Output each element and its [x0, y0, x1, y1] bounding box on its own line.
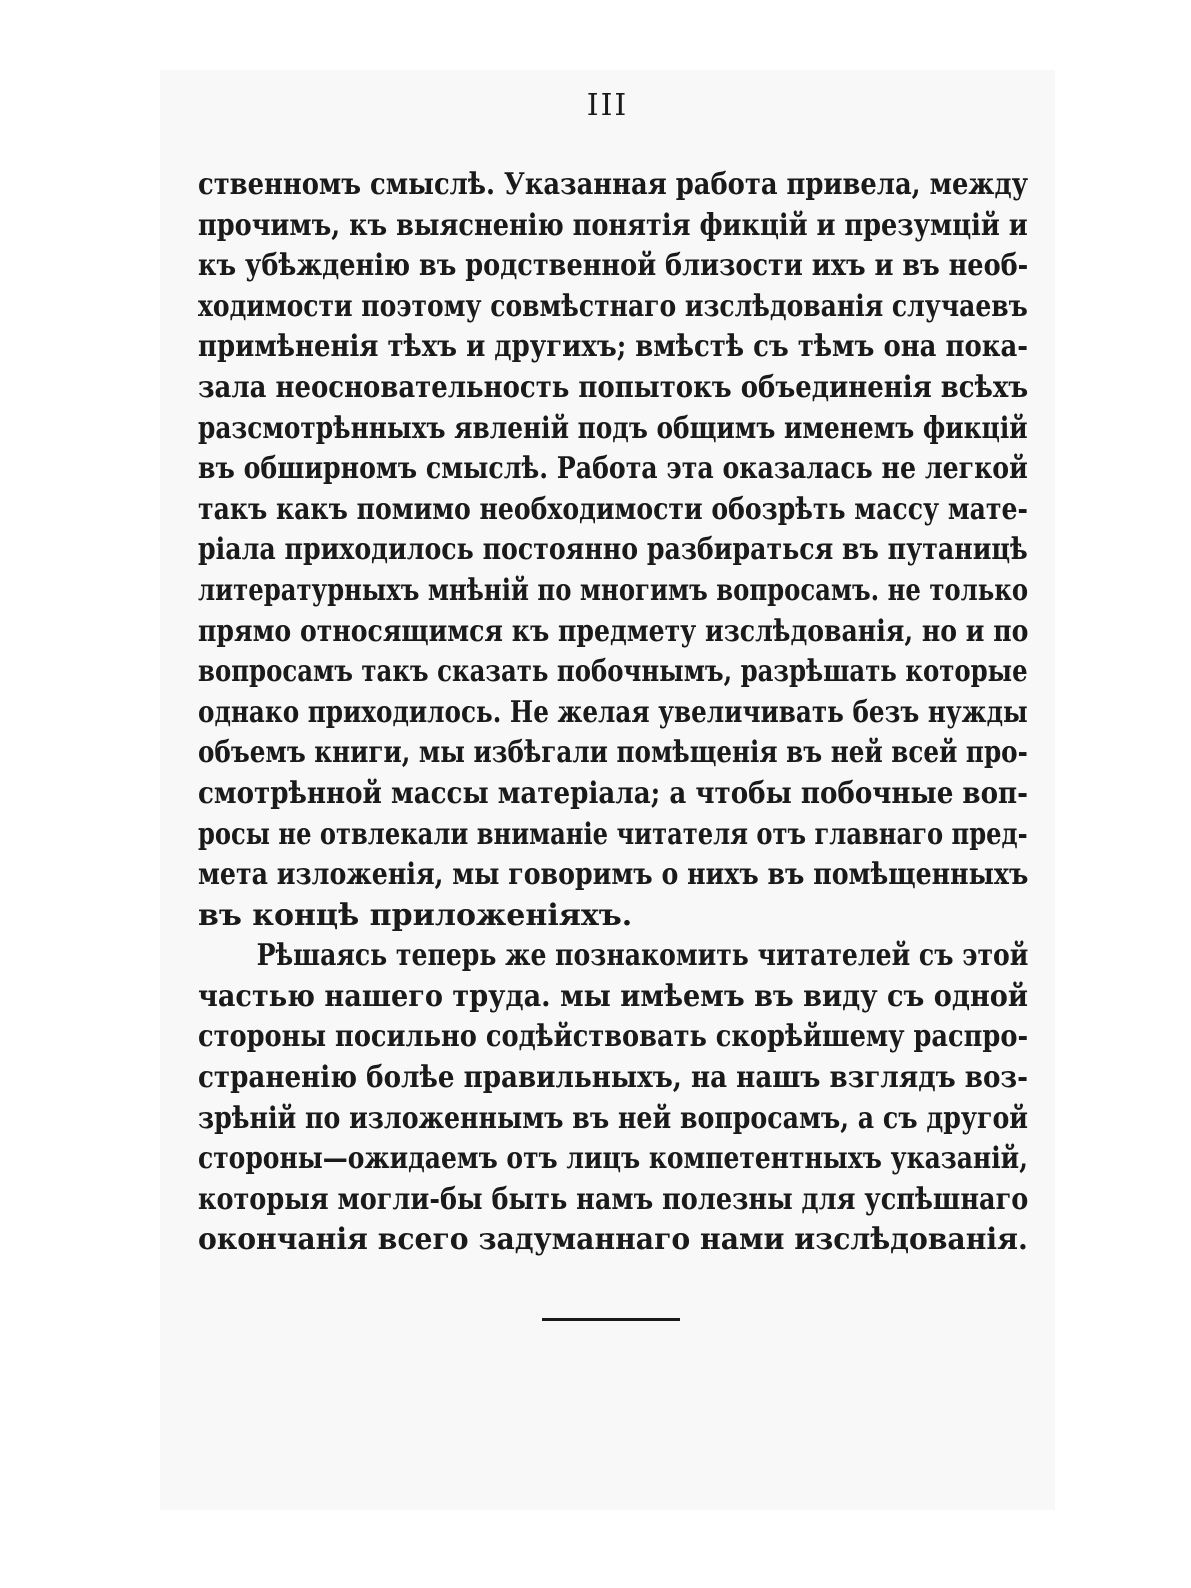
text-line: Рѣшаясь теперь же познакомить читателей съ этой — [256, 938, 1029, 974]
end-rule — [542, 1318, 680, 1321]
text-line: страненію болѣе правильныхъ, на нашъ взглядъ воз- — [198, 1060, 1028, 1096]
text-line: къ убѣжденію въ родственной близости ихъ и въ необ- — [198, 248, 1029, 284]
text-line: частью нашего труда. мы имѣемъ въ виду съ одной — [198, 978, 1029, 1014]
text-line: литературныхъ мнѣній по многимъ вопросамъ. не только — [198, 572, 1029, 608]
book-page — [160, 70, 1055, 1510]
text-line: однако приходилось. Не желая увеличивать безъ нужды — [198, 694, 1028, 730]
page-number: III — [586, 88, 629, 123]
text-line: примѣненія тѣхъ и другихъ; вмѣстѣ съ тѣмъ она пока- — [198, 329, 1029, 365]
text-line: объемъ книги, мы избѣгали помѣщенія въ ней всей про- — [198, 735, 1028, 771]
text-line: такъ какъ помимо необходимости обозрѣть массу мате- — [198, 491, 1028, 527]
text-line: зрѣній по изложеннымъ въ ней вопросамъ, а съ другой — [198, 1100, 1029, 1136]
text-line: вопросамъ такъ сказать побочнымъ, разрѣшать которые — [198, 654, 1028, 690]
text-line: смотрѣнной массы матеріала; а чтобы побочные воп- — [198, 775, 1028, 811]
text-line: разсмотрѣнныхъ явленій подъ общимъ именемъ фикцій — [198, 410, 1028, 446]
text-line: въ обширномъ смыслѣ. Работа эта оказалась не легкой — [198, 451, 1028, 487]
paragraph-2 — [198, 936, 1028, 1261]
body-text — [198, 165, 1028, 1261]
text-line: прямо относящимся къ предмету изслѣдованія, но и по — [198, 613, 1029, 649]
text-line: ственномъ смыслѣ. Указанная работа привела, между — [198, 167, 1029, 202]
text-line: въ концѣ приложеніяхъ. — [198, 897, 633, 933]
text-line: зала неосновательность попытокъ объединенія всѣхъ — [198, 369, 1029, 405]
text-line: стороны посильно содѣйствовать скорѣйшему распро- — [198, 1019, 1029, 1055]
text-line: которыя могли-бы быть намъ полезны для успѣшнаго — [198, 1181, 1029, 1217]
text-line: ріала приходилось постоянно разбираться въ путаницѣ — [198, 532, 1028, 568]
text-line: росы не отвлекали вниманіе читателя отъ главнаго пред- — [198, 816, 1028, 852]
text-line: окончанія всего задуманнаго нами изслѣдованія. — [198, 1222, 1028, 1258]
paragraph-1 — [198, 165, 1028, 936]
text-line: ходимости поэтому совмѣстнаго изслѣдованія случаевъ — [198, 288, 1028, 324]
text-line: прочимъ, къ выясненію понятія фикцій и презумцій и — [198, 207, 1028, 243]
text-line: мета изложенія, мы говоримъ о нихъ въ помѣщенныхъ — [198, 857, 1029, 893]
text-line: стороны—ожидаемъ отъ лицъ компетентныхъ указаній, — [198, 1141, 1028, 1177]
